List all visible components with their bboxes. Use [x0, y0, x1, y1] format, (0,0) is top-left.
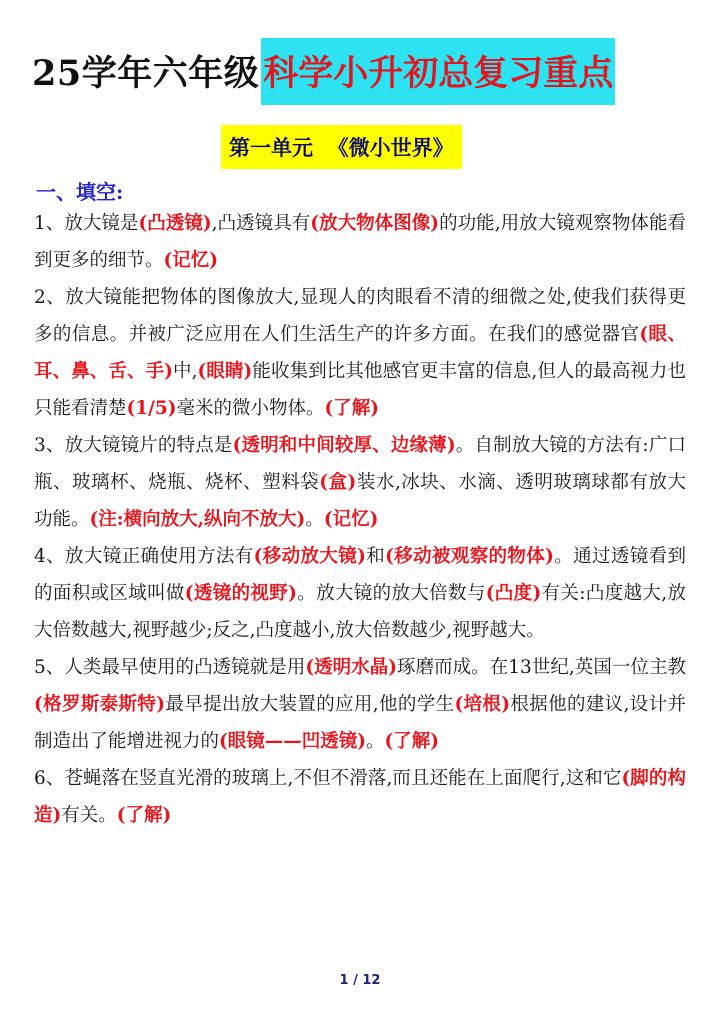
body-text: 中,	[172, 361, 198, 382]
answer-text: (移动被观察的物体)	[385, 546, 554, 567]
body-text: 。	[366, 731, 385, 752]
title-highlight: 科学小升初总复习重点	[261, 38, 615, 105]
body-text: 有关:凸度越大,放大倍数越大,视野越少;反之,凸度越小,放大倍数越少,视野越大。	[34, 583, 686, 641]
answer-text: (记忆)	[163, 250, 219, 271]
answer-text: (了解)	[324, 398, 380, 419]
body-text: 的功能,用放大镜观察物体能看到更多的细节。	[34, 213, 686, 271]
answer-text: (格罗斯泰斯特)	[34, 694, 166, 715]
answer-text: (盒)	[319, 472, 357, 493]
answer-text: (移动放大镜)	[253, 546, 366, 567]
body-text: 琢磨而成。在13世纪,英国一位主教	[397, 657, 686, 678]
answer-text: (注:横向放大,纵向不放大)	[89, 509, 306, 530]
answer-text: (透镜的视野)	[184, 583, 297, 604]
answer-text: (眼镜——凹透镜)	[219, 731, 367, 752]
body-text: 6、苍蝇落在竖直光滑的玻璃上,不但不滑落,而且还能在上面爬行,这和它	[34, 768, 622, 789]
answer-text: (透明水晶)	[305, 657, 397, 678]
body-text: 根据他的建议,设计并制造出了能增进视力的	[34, 694, 686, 752]
answer-text: (眼睛)	[197, 361, 253, 382]
page-title	[32, 36, 615, 106]
answer-text: (透明和中间较厚、边缘薄)	[232, 435, 456, 456]
paragraph-1	[34, 205, 686, 279]
paragraph-5	[34, 649, 686, 760]
answer-text: (凸透镜)	[138, 213, 212, 234]
answer-text: (了解)	[384, 731, 440, 752]
body-text: 最早提出放大装置的应用,他的学生	[165, 694, 455, 715]
body-text: 能收集到比其他感官更丰富的信息,但人的最高视力也只能看清楚	[34, 361, 686, 419]
answer-text: (培根)	[454, 694, 511, 715]
body-text: 。	[305, 509, 324, 530]
body-text: 3、放大镜镜片的特点是	[34, 435, 233, 456]
page-number: 1 / 12	[339, 973, 381, 988]
section-title: 一、填空:	[36, 180, 124, 204]
body-text: 。自制放大镜的方法有:广口瓶、玻璃杯、烧瓶、烧杯、塑料袋	[34, 435, 686, 493]
paragraph-6	[34, 760, 686, 834]
paragraph-4	[34, 538, 686, 649]
body-text: 5、人类最早使用的凸透镜就是用	[34, 657, 306, 678]
answer-text: (1/5)	[126, 398, 177, 419]
body-text: 4、放大镜正确使用方法有	[34, 546, 254, 567]
body-text: ,凸透镜具有	[211, 213, 311, 234]
body-text: 。通过透镜看到的面积或区域叫做	[34, 546, 686, 604]
unit-title: 第一单元 《微小世界》	[221, 125, 462, 169]
answer-text: (脚的构造)	[34, 768, 686, 826]
body-text: 1、放大镜是	[34, 213, 139, 234]
paragraph-2	[34, 279, 686, 427]
content-body	[34, 205, 686, 834]
title-year-grade: 25学年六年级	[32, 53, 260, 94]
body-text: 毫米的微小物体。	[176, 398, 325, 419]
answer-text: (眼、耳、鼻、舌、手)	[34, 324, 686, 382]
answer-text: (凸度)	[485, 583, 542, 604]
answer-text: (记忆)	[323, 509, 379, 530]
body-text: 和	[365, 546, 386, 567]
answer-text: (放大物体图像)	[310, 213, 440, 234]
answer-text: (了解)	[116, 805, 172, 826]
body-text: 装水,冰块、水滴、透明玻璃球都有放大功能。	[34, 472, 686, 530]
body-text: 。放大镜的放大倍数与	[296, 583, 486, 604]
body-text: 2、放大镜能把物体的图像放大,显现人的肉眼看不清的细微之处,使我们获得更多的信息。并被广泛应用在人们生活生产的许多方面。在我们的感觉器官	[34, 287, 686, 345]
body-text: 有关。	[61, 805, 117, 826]
paragraph-3	[34, 427, 686, 538]
